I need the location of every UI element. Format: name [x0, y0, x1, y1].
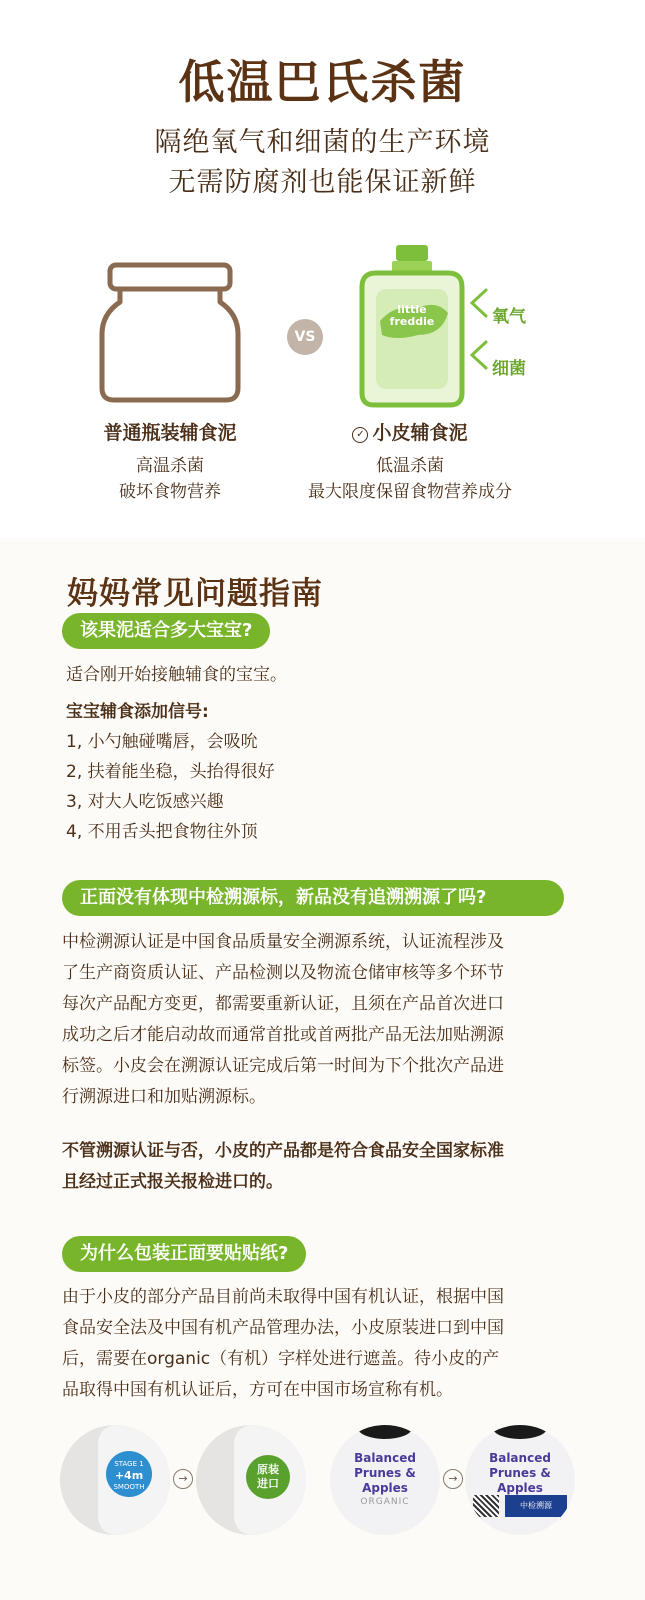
q2-answer-line: 了生产商资质认证、产品检测以及物流仓储审核等多个环节: [62, 963, 504, 983]
example-covered-label-photo: [465, 1425, 575, 1535]
pouch-brand-line-1: little: [397, 303, 427, 316]
import-badge-line-2: 进口: [257, 1477, 279, 1490]
q1-answer: 适合刚开始接触辅食的宝宝。: [66, 665, 287, 685]
left-product-desc: [60, 453, 280, 505]
pouch-brand-line-2: freddie: [389, 315, 435, 328]
oxygen-label: 氧气: [492, 307, 526, 327]
product-name-line-1: Balanced: [354, 1451, 416, 1465]
stage-badge-line-2: +4m: [114, 1469, 144, 1482]
signal-item: 2, 扶着能坐稳，头抬得很好: [66, 762, 275, 782]
stage-badge: [106, 1451, 152, 1497]
q2-bold-line: 不管溯源认证与否，小皮的产品都是符合食品安全国家标准: [62, 1141, 504, 1161]
q3-answer-line: 食品安全法及中国有机产品管理办法，小皮原装进口到中国: [62, 1318, 504, 1338]
vs-badge: VS: [287, 319, 323, 355]
stage-badge-line-3: SMOOTH: [113, 1483, 145, 1491]
signal-item: 1, 小勺触碰嘴唇，会吸吮: [66, 732, 258, 752]
q2-answer-line: 行溯源进口和加贴溯源标。: [62, 1087, 266, 1107]
check-circle-icon: ✓: [352, 427, 368, 443]
right-product-title: [320, 418, 500, 445]
question-pill-3: 为什么包装正面要贴贴纸?: [62, 1236, 306, 1272]
q1-signals-title: 宝宝辅食添加信号:: [66, 702, 209, 722]
product-name-line-2: Prunes & Apples: [354, 1466, 416, 1495]
ciq-sticker: 中检溯源: [505, 1495, 567, 1517]
q2-answer: [62, 927, 582, 1113]
subtitle-line-2: 无需防腐剂也能保证新鲜: [168, 167, 477, 198]
q2-bold-line: 且经过正式报关报检进口的。: [62, 1172, 283, 1192]
example-stage-badge-photo: [60, 1425, 170, 1535]
arrow-right-icon: →: [443, 1469, 463, 1489]
question-pill-2: 正面没有体现中检溯源标，新品没有追溯溯源了吗?: [62, 880, 564, 916]
import-badge: [246, 1455, 290, 1499]
organic-text: ORGANIC: [360, 1497, 410, 1507]
q3-answer-line: 品取得中国有机认证后，方可在中国市场宣称有机。: [62, 1380, 453, 1400]
product-name-line-1: Balanced: [489, 1451, 551, 1465]
q2-answer-line: 中检溯源认证是中国食品质量安全溯源系统，认证流程涉及: [62, 932, 504, 952]
subtitle-line-1: 隔绝氧气和细菌的生产环境: [154, 127, 491, 158]
page-title: 低温巴氏杀菌: [178, 55, 467, 109]
signal-item: 4, 不用舌头把食物往外顶: [66, 822, 258, 842]
q3-answer: [62, 1282, 582, 1406]
right-desc-line-2: 最大限度保留食物营养成分: [308, 482, 512, 502]
q2-answer-line: 成功之后才能启动故而通常首批或首两批产品无法加贴溯源: [62, 1025, 504, 1045]
left-desc-line-1: 高温杀菌: [136, 456, 204, 476]
import-badge-line-1: 原装: [257, 1463, 279, 1476]
jar-icon: [98, 262, 243, 407]
example-import-sticker-photo: [196, 1425, 306, 1535]
q2-bold-statement: [62, 1136, 582, 1198]
q3-answer-line: 由于小皮的部分产品目前尚未取得中国有机认证，根据中国: [62, 1287, 504, 1307]
left-desc-line-2: 破坏食物营养: [119, 482, 221, 502]
right-title-text: 小皮辅食泥: [372, 422, 468, 444]
bacteria-label: 细菌: [492, 359, 526, 379]
q2-answer-line: 标签。小皮会在溯源认证完成后第一时间为下个批次产品进: [62, 1056, 504, 1076]
product-name-line-2: Prunes & Apples: [489, 1466, 551, 1495]
example-organic-label-photo: [330, 1425, 440, 1535]
faq-title: 妈妈常见问题指南: [67, 576, 323, 612]
product-name: [465, 1451, 575, 1496]
blocked-arrow-icon: [468, 340, 488, 370]
signal-item: 3, 对大人吃饭感兴趣: [66, 792, 224, 812]
product-name: [330, 1451, 440, 1496]
pouch-brand: [382, 304, 442, 328]
q2-answer-line: 每次产品配方变更，都需要重新认证，且须在产品首次进口: [62, 994, 504, 1014]
question-pill-1: 该果泥适合多大宝宝?: [62, 613, 270, 649]
right-product-desc: [270, 453, 550, 505]
qr-code-icon: [473, 1495, 499, 1517]
arrow-right-icon: →: [173, 1469, 193, 1489]
q3-answer-line: 后，需要在organic（有机）字样处进行遮盖。待小皮的产: [62, 1349, 500, 1369]
right-desc-line-1: 低温杀菌: [376, 456, 444, 476]
blocked-arrow-icon: [468, 288, 488, 318]
stage-badge-line-1: STAGE 1: [114, 1460, 144, 1468]
left-product-title: 普通瓶装辅食泥: [103, 422, 237, 444]
